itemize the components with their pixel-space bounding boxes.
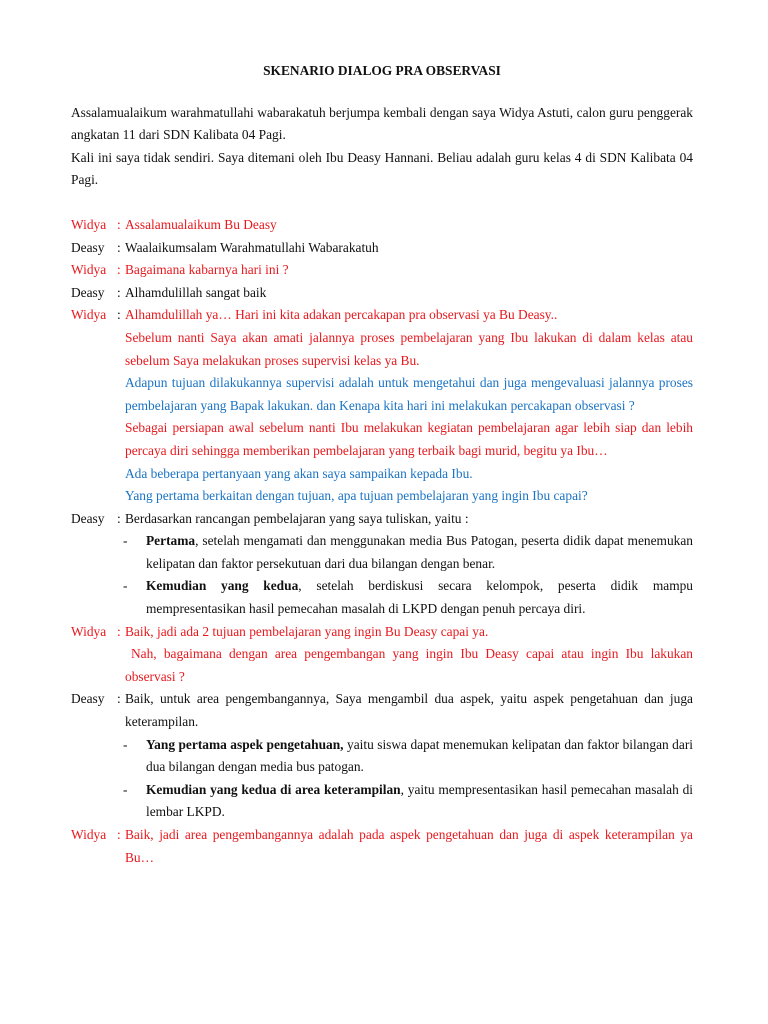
dialog-text: Alhamdulillah ya… Hari ini kita adakan percakapan pra observasi ya Bu Deasy.. (125, 307, 558, 323)
colon: : (117, 623, 121, 639)
dialog-line-deasy-2 (71, 282, 693, 305)
speaker-label: Deasy (71, 284, 105, 300)
dialog-question: Adapun tujuan dilakukannya supervisi adalah untuk mengetahui dan juga mengevaluasi jalannya proses pembelajaran yang Bapak lakukan. dan Kenapa kita hari ini melakukan percakapan observasi ? (125, 375, 693, 413)
speaker-label: Widya (71, 623, 107, 639)
bullet-item (123, 734, 693, 779)
bullet-rest: , setelah mengamati dan menggunakan media Bus Patogan, peserta didik dapat menemukan kelipatan dan faktor persekutuan dari dua bilangan dengan benar. (146, 533, 693, 571)
dialog-text: Baik, jadi ada 2 tujuan pembelajaran yang ingin Bu Deasy capai ya. (125, 623, 489, 639)
speaker-label: Deasy (71, 691, 105, 707)
dialog-continuation: Sebelum nanti Saya akan amati jalannya proses pembelajaran yang Ibu lakukan di dalam kelas atau sebelum Saya melakukan proses supervisi kelas ya Bu. (125, 329, 693, 368)
bullet-dash: - (123, 781, 128, 797)
colon: : (117, 239, 121, 255)
dialog-question: Yang pertama berkaitan dengan tujuan, apa tujuan pembelajaran yang ingin Ibu capai? (125, 488, 588, 504)
colon: : (117, 262, 121, 278)
bullet-dash: - (123, 533, 128, 549)
dialog-line-widya-5 (71, 824, 693, 869)
bullet-rest: , setelah berdiskusi secara kelompok, peserta didik mampu mempresentasikan hasil pemecahan masalah di LKPD dengan penuh percaya diri. (146, 578, 694, 617)
bullet-bold: Kemudian yang kedua (146, 578, 299, 594)
bullet-rest: yaitu siswa dapat menemukan kelipatan dan faktor bilangan dari dua bilangan dengan media bus patogan. (146, 736, 693, 775)
colon: : (117, 827, 121, 842)
colon: : (117, 284, 121, 300)
bullet-dash: - (123, 578, 128, 594)
dialog-continuation: Sebagai persiapan awal sebelum nanti Ibu melakukan kegiatan pembelajaran agar lebih siap dan lebih percaya diri sehingga memberikan pembelajaran yang terbaik bagi murid, begitu ya Ibu… (125, 420, 693, 458)
bullet-rest: , yaitu mempresentasikan hasil pemecahan masalah di lembar LKPD. (146, 781, 693, 820)
colon: : (117, 307, 121, 323)
dialog-text: Assalamualaikum Bu Deasy (125, 216, 277, 232)
speaker-label: Deasy (71, 510, 105, 526)
bullet-dash: - (123, 736, 128, 752)
bullet-item (123, 779, 693, 824)
speaker-label: Widya (71, 827, 107, 842)
colon: : (117, 691, 121, 707)
dialog-text: Bagaimana kabarnya hari ini ? (125, 262, 289, 278)
dialog-line-widya-4 (71, 621, 693, 644)
document-title: SKENARIO DIALOG PRA OBSERVASI (263, 63, 501, 78)
dialog-line-widya-1 (71, 214, 693, 237)
intro-paragraph-2: Kali ini saya tidak sendiri. Saya ditemani oleh Ibu Deasy Hannani. Beliau adalah guru kelas 4 di SDN Kalibata 04 Pagi. (71, 149, 693, 188)
dialog-line-deasy-4 (71, 688, 693, 733)
spacer (71, 192, 693, 214)
intro-paragraph-1: Assalamualaikum warahmatullahi wabarakatuh berjumpa kembali dengan saya Widya Astuti, calon guru penggerak angkatan 11 dari SDN Kalibata 04 Pagi. (71, 104, 693, 143)
speaker-label: Widya (71, 216, 107, 232)
dialog-line-widya-2 (71, 259, 693, 282)
dialog-line-widya-3 (71, 304, 693, 327)
bullet-text (146, 734, 693, 779)
bullet-text (146, 530, 693, 575)
dialog-text: Alhamdulillah sangat baik (125, 284, 267, 300)
bullet-item (123, 530, 693, 575)
colon: : (117, 510, 121, 526)
dialog-line-deasy-3 (71, 508, 693, 531)
bullet-bold: Yang pertama aspek pengetahuan, (146, 736, 344, 752)
dialog-line-deasy-1 (71, 237, 693, 260)
bullet-bold: Pertama (146, 533, 196, 549)
colon: : (117, 216, 121, 232)
bullet-text (146, 575, 693, 620)
dialog-text: Waalaikumsalam Warahmatullahi Wabarakatuh (125, 239, 379, 255)
bullet-item (123, 575, 693, 620)
document-body (71, 60, 693, 869)
dialog-question: Ada beberapa pertanyaan yang akan saya sampaikan kepada Ibu. (125, 465, 473, 481)
dialog-text: Baik, jadi area pengembangannya adalah pada aspek pengetahuan dan juga di aspek keterampilan ya Bu… (125, 827, 693, 865)
dialog-continuation: Nah, bagaimana dengan area pengembangan yang ingin Ibu Deasy capai atau ingin Ibu lakukan observasi ? (125, 646, 693, 684)
speaker-label: Widya (71, 262, 107, 278)
dialog-text: Berdasarkan rancangan pembelajaran yang saya tuliskan, yaitu : (125, 510, 469, 526)
speaker-label: Widya (71, 307, 107, 323)
bullet-bold: Kemudian yang kedua di area keterampilan (146, 781, 401, 797)
bullet-text (146, 779, 693, 824)
dialog-text: Baik, untuk area pengembangannya, Saya mengambil dua aspek, yaitu aspek pengetahuan dan juga keterampilan. (125, 691, 693, 730)
speaker-label: Deasy (71, 239, 105, 255)
